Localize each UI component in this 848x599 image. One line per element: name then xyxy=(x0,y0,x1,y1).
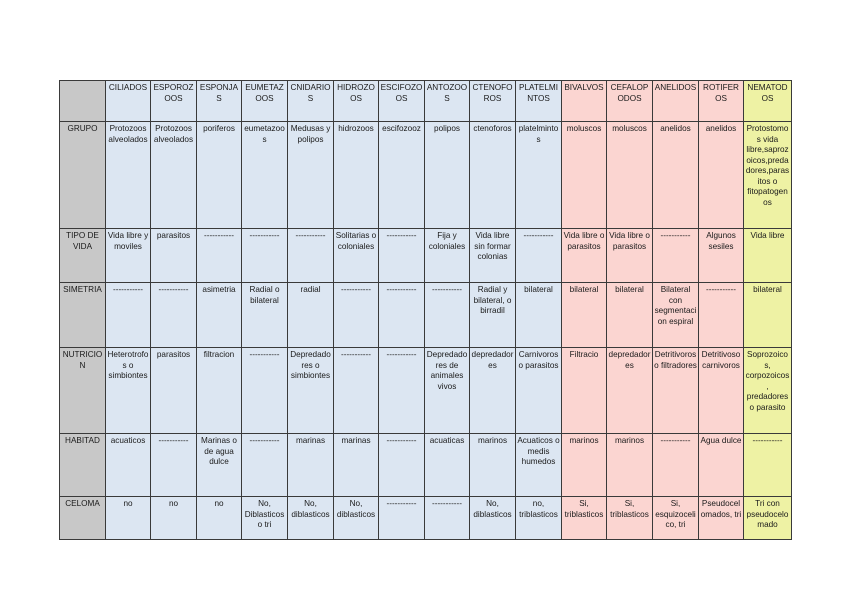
table-cell: ----------- xyxy=(744,434,792,497)
column-header-platelmintos: PLATELMINTOS xyxy=(516,81,562,122)
table-cell: Carnivoros o parasitos xyxy=(516,348,562,434)
table-cell: anelidos xyxy=(699,122,744,229)
table-cell: ----------- xyxy=(379,229,425,283)
table-cell: Solitarias o coloniales xyxy=(334,229,379,283)
table-cell: No, diblasticos xyxy=(288,497,334,540)
table-cell: Soprozoicos, corpozoicos, predadores o parasito xyxy=(744,348,792,434)
table-cell: ----------- xyxy=(653,229,699,283)
table-row-habitad xyxy=(60,434,792,497)
column-header-escifozoos: ESCIFOZOOS xyxy=(379,81,425,122)
table-cell: depredadores xyxy=(607,348,653,434)
table-cell: anelidos xyxy=(653,122,699,229)
table-cell: ----------- xyxy=(653,434,699,497)
column-header-bivalvos: BIVALVOS xyxy=(562,81,607,122)
table-cell: Si, triblasticos xyxy=(562,497,607,540)
table-cell: Si, triblasticos xyxy=(607,497,653,540)
table-cell: escifozooz xyxy=(379,122,425,229)
table-cell: Vida libre o parasitos xyxy=(562,229,607,283)
column-header-anelidos: ANELIDOS xyxy=(653,81,699,122)
table-cell: parasitos xyxy=(151,229,197,283)
column-header-esporozoos: ESPOROZOOS xyxy=(151,81,197,122)
row-label-grupo: GRUPO xyxy=(60,122,106,229)
table-cell: ----------- xyxy=(106,283,151,348)
table-cell: No, Diblasticos o tri xyxy=(242,497,288,540)
table-cell: ----------- xyxy=(242,348,288,434)
table-cell: marinos xyxy=(562,434,607,497)
table-cell: ----------- xyxy=(379,348,425,434)
table-cell: bilateral xyxy=(516,283,562,348)
table-cell: ctenoforos xyxy=(470,122,516,229)
row-label-habitad: HABITAD xyxy=(60,434,106,497)
table-cell: ----------- xyxy=(379,434,425,497)
table-cell: bilateral xyxy=(562,283,607,348)
zoology-comparison-table xyxy=(59,80,792,540)
table-cell: Agua dulce xyxy=(699,434,744,497)
table-cell: Vida libre sin formar colonias xyxy=(470,229,516,283)
table-cell: no xyxy=(151,497,197,540)
row-label-simetria: SIMETRIA xyxy=(60,283,106,348)
table-cell: poriferos xyxy=(197,122,242,229)
table-cell: acuaticas xyxy=(425,434,470,497)
table-cell: moluscos xyxy=(607,122,653,229)
table-cell: Detritivoros o filtradores xyxy=(653,348,699,434)
table-cell: Marinas o de agua dulce xyxy=(197,434,242,497)
corner-cell xyxy=(60,81,106,122)
table-cell: Radial o bilateral xyxy=(242,283,288,348)
table-cell: moluscos xyxy=(562,122,607,229)
table-cell: Depredadores o simbiontes xyxy=(288,348,334,434)
table-cell: Tri con pseudocelomado xyxy=(744,497,792,540)
column-header-rotiferos: ROTIFEROS xyxy=(699,81,744,122)
table-row-celoma xyxy=(60,497,792,540)
table-cell: Vida libre xyxy=(744,229,792,283)
table-cell: ----------- xyxy=(242,229,288,283)
table-row-nutricion xyxy=(60,348,792,434)
table-cell: ----------- xyxy=(288,229,334,283)
row-label-nutricion: NUTRICION xyxy=(60,348,106,434)
table-cell: no xyxy=(197,497,242,540)
table-cell: bilateral xyxy=(607,283,653,348)
table-cell: filtracion xyxy=(197,348,242,434)
table-cell: Acuaticos o medis humedos xyxy=(516,434,562,497)
row-label-celoma: CELOMA xyxy=(60,497,106,540)
table-cell: platelmintos xyxy=(516,122,562,229)
header-row xyxy=(60,81,792,122)
table-cell: Medusas y polipos xyxy=(288,122,334,229)
table-cell: ----------- xyxy=(425,497,470,540)
column-header-esponjas: ESPONJAS xyxy=(197,81,242,122)
table-cell: No, diblasticos xyxy=(334,497,379,540)
table-cell: ----------- xyxy=(151,283,197,348)
table-cell: Filtracio xyxy=(562,348,607,434)
column-header-eumetazoos: EUMETAZOOS xyxy=(242,81,288,122)
table-cell: Si, esquizocelico, tri xyxy=(653,497,699,540)
table-cell: Algunos sesiles xyxy=(699,229,744,283)
table-cell: ----------- xyxy=(379,497,425,540)
table-cell: Vida libre o parasitos xyxy=(607,229,653,283)
table-row-tipo-de-vida xyxy=(60,229,792,283)
table-cell: ----------- xyxy=(334,348,379,434)
table-cell: Pseudocelomados, tri xyxy=(699,497,744,540)
column-header-ciliados: CILIADOS xyxy=(106,81,151,122)
table-cell: No, diblasticos xyxy=(470,497,516,540)
table-cell: radial xyxy=(288,283,334,348)
table-cell: ----------- xyxy=(242,434,288,497)
column-header-cnidarios: CNIDARIOS xyxy=(288,81,334,122)
table-cell: hidrozoos xyxy=(334,122,379,229)
table-cell: parasitos xyxy=(151,348,197,434)
column-header-antozoos: ANTOZOOS xyxy=(425,81,470,122)
table-cell: Fija y coloniales xyxy=(425,229,470,283)
table-cell: Heterotrofos o simbiontes xyxy=(106,348,151,434)
table-cell: asimetria xyxy=(197,283,242,348)
table-cell: ----------- xyxy=(379,283,425,348)
table-cell: bilateral xyxy=(744,283,792,348)
table-row-simetria xyxy=(60,283,792,348)
table-cell: ----------- xyxy=(197,229,242,283)
row-label-tipo-de-vida: TIPO DE VIDA xyxy=(60,229,106,283)
table-cell: ----------- xyxy=(516,229,562,283)
table-cell: Protozoos alveolados xyxy=(106,122,151,229)
table-cell: Protozoos alveolados xyxy=(151,122,197,229)
table-cell: marinas xyxy=(288,434,334,497)
table-cell: Depredadores de animales vivos xyxy=(425,348,470,434)
table-cell: Detritivoso carnivoros xyxy=(699,348,744,434)
table-cell: no, triblasticos xyxy=(516,497,562,540)
table-cell: marinos xyxy=(470,434,516,497)
column-header-nematodos: NEMATODOS xyxy=(744,81,792,122)
table-cell: marinos xyxy=(607,434,653,497)
table-cell: Bilateral con segmentacion espiral xyxy=(653,283,699,348)
table-cell: ----------- xyxy=(425,283,470,348)
table-cell: no xyxy=(106,497,151,540)
table-cell: marinas xyxy=(334,434,379,497)
table-row-grupo xyxy=(60,122,792,229)
column-header-cefalopodos: CEFALOPODOS xyxy=(607,81,653,122)
column-header-hidrozoos: HIDROZOOS xyxy=(334,81,379,122)
table-cell: eumetazoos xyxy=(242,122,288,229)
table-cell: Protostomos vida libre,saprozoicos,predadores,parasitos o fitopatogenos xyxy=(744,122,792,229)
table-cell: polipos xyxy=(425,122,470,229)
table-cell: ----------- xyxy=(699,283,744,348)
table-cell: Radial y bilateral, o birradil xyxy=(470,283,516,348)
table-cell: ----------- xyxy=(151,434,197,497)
table-cell: Vida libre y moviles xyxy=(106,229,151,283)
column-header-ctenoforos: CTENOFOROS xyxy=(470,81,516,122)
table-cell: ----------- xyxy=(334,283,379,348)
table-cell: depredadores xyxy=(470,348,516,434)
table-cell: acuaticos xyxy=(106,434,151,497)
